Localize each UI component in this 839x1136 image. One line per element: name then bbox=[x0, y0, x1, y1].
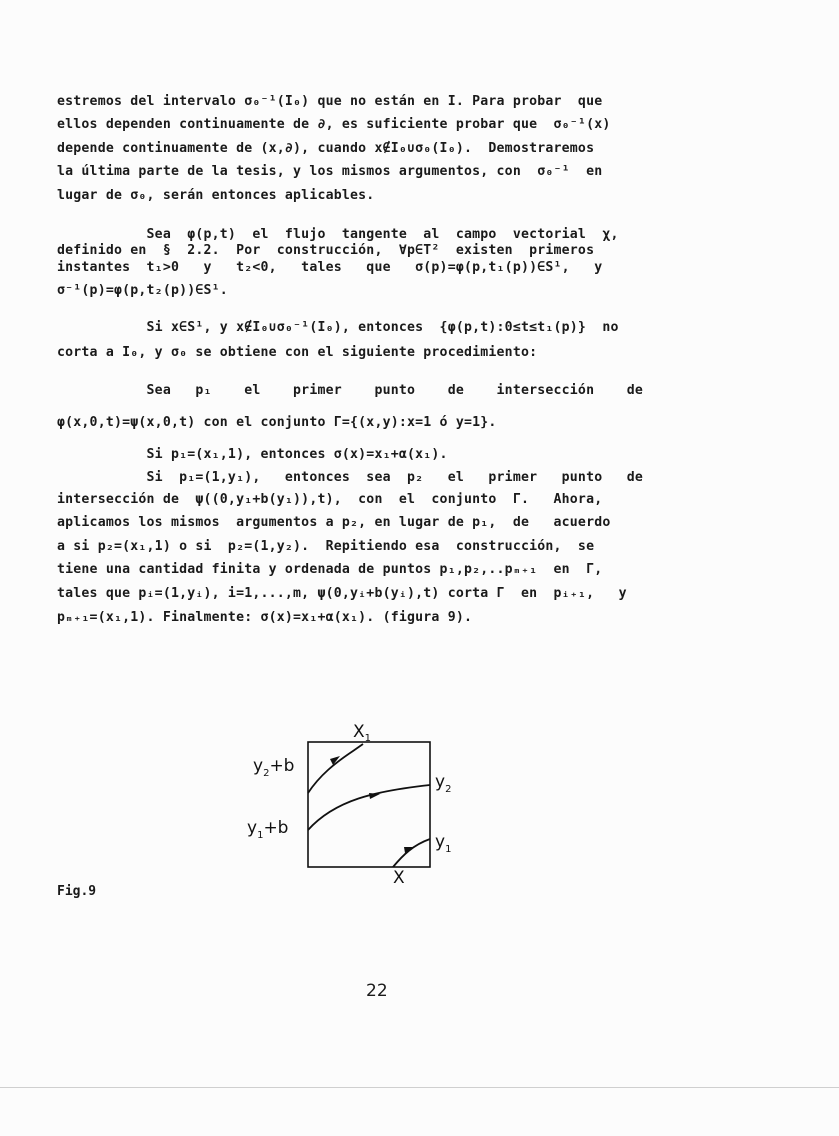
label-y2-plus-b: $y_2+b$ bbox=[253, 756, 295, 779]
arrow-head-bottom bbox=[404, 847, 414, 853]
bottom-divider bbox=[0, 1087, 839, 1088]
text-line-11: corta a I₀, y σ₀ se obtiene con el siguiente procedimiento: bbox=[57, 345, 538, 360]
text-line-21: pₘ₊₁=(x₁,1). Finalmente: σ(x)=x₁+α(x₁). (figura 9). bbox=[57, 610, 473, 625]
text-line-6: Sea φ(p,t) el flujo tangente al campo vectorial χ, bbox=[57, 227, 619, 242]
flow-curve-middle bbox=[308, 785, 430, 830]
flow-curve-bottom bbox=[393, 839, 430, 867]
label-x1-top: $X_1$ bbox=[353, 722, 372, 744]
text-line-3: depende continuamente de (x,∂), cuando x∉I₀∪σ₀(I₀). Demostraremos bbox=[57, 141, 595, 156]
text-line-19: tiene una cantidad finita y ordenada de puntos p₁,p₂,..pₘ₊₁ en Γ, bbox=[57, 562, 603, 577]
label-y2-right: $y_2$ bbox=[435, 772, 452, 795]
text-line-2: ellos dependen continuamente de ∂, es suficiente probar que σ₀⁻¹(x) bbox=[57, 117, 611, 132]
label-y1-plus-b: $y_1+b$ bbox=[247, 818, 289, 841]
label-y1-right: $y_1$ bbox=[435, 832, 452, 855]
text-line-20: tales que pᵢ=(1,yᵢ), i=1,...,m, ψ(0,yᵢ+b(yᵢ),t) corta Γ en pᵢ₊₁, y bbox=[57, 586, 627, 601]
text-line-4: la última parte de la tesis, y los mismos argumentos, con σ₀⁻¹ en bbox=[57, 164, 603, 179]
page-number: 22 bbox=[366, 981, 388, 1001]
figure-9-diagram bbox=[235, 715, 495, 895]
text-line-12: Sea p₁ el primer punto de intersección de bbox=[57, 383, 644, 398]
text-line-7: definido en § 2.2. Por construcción, ∀p∈T² existen primeros bbox=[57, 243, 595, 258]
text-line-1: estremos del intervalo σ₀⁻¹(I₀) que no están en I. Para probar que bbox=[57, 94, 603, 109]
label-x-bottom: X bbox=[393, 868, 405, 888]
flow-curve-top bbox=[308, 744, 363, 793]
arrow-head-middle bbox=[369, 793, 380, 799]
text-line-9: σ⁻¹(p)=φ(p,t₂(p))∈S¹. bbox=[57, 283, 228, 298]
text-line-14: Si p₁=(x₁,1), entonces σ(x)=x₁+α(x₁). bbox=[57, 447, 448, 462]
text-line-18: a si p₂=(x₁,1) o si p₂=(1,y₂). Repitiendo esa construcción, se bbox=[57, 539, 595, 554]
text-line-5: lugar de σ₀, serán entonces aplicables. bbox=[57, 188, 375, 203]
text-line-15: Si p₁=(1,y₁), entonces sea p₂ el primer punto de bbox=[57, 470, 644, 485]
text-line-16: intersección de ψ((0,y₁+b(y₁)),t), con el conjunto Γ. Ahora, bbox=[57, 492, 603, 507]
text-line-8: instantes t₁>0 y t₂<0, tales que σ(p)=φ(p,t₁(p))∈S¹, y bbox=[57, 260, 603, 275]
figure-caption: Fig.9 bbox=[57, 884, 97, 899]
text-line-17: aplicamos los mismos argumentos a p₂, en lugar de p₁, de acuerdo bbox=[57, 515, 611, 530]
text-line-10: Si x∈S¹, y x∉I₀∪σ₀⁻¹(I₀), entonces {φ(p,t):0≤t≤t₁(p)} no bbox=[57, 320, 619, 335]
text-line-13: φ(x,0,t)=ψ(x,0,t) con el conjunto Γ={(x,y):x=1 ó y=1}. bbox=[57, 415, 497, 430]
